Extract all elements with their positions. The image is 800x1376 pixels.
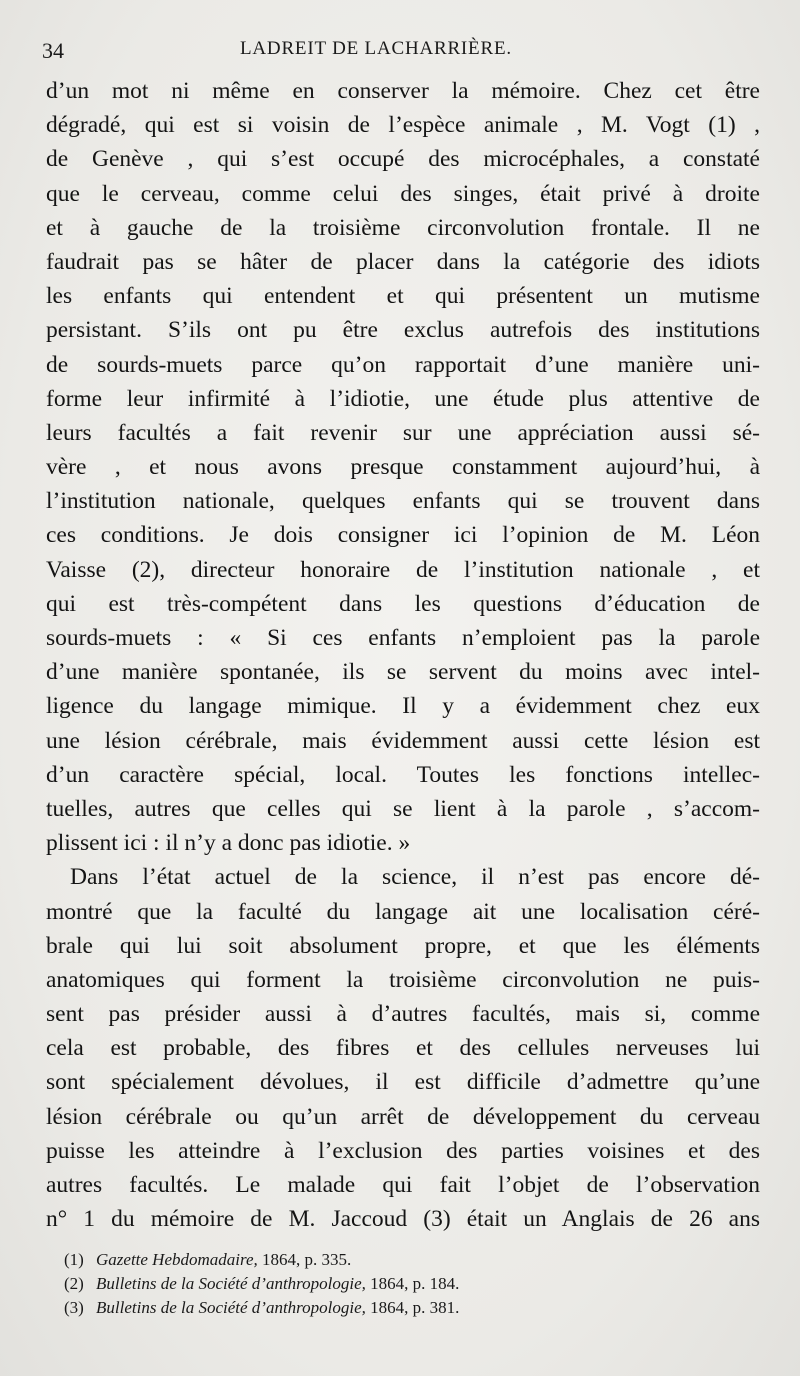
text-line: et à gauche de la troisième circonvolution frontale. Il ne [46,214,760,241]
text-line: leurs facultés a fait revenir sur une appréciation aussi sé- [46,419,760,446]
text-line: les enfants qui entendent et qui présentent un mutisme [46,283,760,310]
footnote [64,1296,744,1320]
footnote-citation: 1864, p. 184. [365,1274,460,1293]
text-line: que le cerveau, comme celui des singes, était privé à droite [46,180,760,207]
text-line: l’institution nationale, quelques enfants qui se trouvent dans [46,488,760,515]
text-line: n° 1 du mémoire de M. Jaccoud (3) était un Anglais de 26 ans [46,1206,760,1233]
footnote-mark: (3) [64,1298,84,1317]
text-line: de sourds-muets parce qu’on rapportait d’une manière uni- [46,351,760,378]
text-line: forme leur infirmité à l’idiotie, une étude plus attentive de [46,385,760,412]
footnote-source: Bulletins de la Société d’anthropologie, [96,1274,366,1293]
text-line: faudrait pas se hâter de placer dans la catégorie des idiots [46,248,760,275]
text-line: autres facultés. Le malade qui fait l’objet de l’observation [46,1172,760,1198]
text-line: ligence du langage mimique. Il y a évidemment chez eux [46,693,760,720]
text-line: dégradé, qui est si voisin de l’espèce animale , M. Vogt (1) , [46,112,760,139]
footnote-source: Gazette Hebdomadaire, [96,1250,258,1269]
footnote-mark: (1) [64,1250,84,1269]
text-line: sont spécialement dévolues, il est difficile d’admettre qu’une [46,1069,760,1096]
text-line: une lésion cérébrale, mais évidemment aussi cette lésion est [46,727,760,754]
text-line: persistant. S’ils ont pu être exclus autrefois des institutions [46,317,760,344]
text-line: d’un caractère spécial, local. Toutes les fonctions intellec- [46,761,760,788]
text-line: plissent ici : il n’y a donc pas idiotie. » [46,830,411,857]
footnote-citation: 1864, p. 381. [365,1298,460,1317]
text-line: ces conditions. Je dois consigner ici l’opinion de M. Léon [46,522,760,549]
page-number: 34 [42,38,64,63]
text-line: brale qui lui soit absolument propre, et que les éléments [46,932,760,959]
text-line: d’une manière spontanée, ils se servent du moins avec intel- [46,659,760,686]
text-line: Vaisse (2), directeur honoraire de l’institution nationale , et [46,556,760,583]
text-line: sourds-muets : « Si ces enfants n’emploient pas la parole [46,625,760,651]
footnote-citation: 1864, p. 335. [257,1250,352,1269]
text-line: puisse les atteindre à l’exclusion des parties voisines et des [46,1137,760,1164]
running-header [40,34,760,64]
text-line: lésion cérébrale ou qu’un arrêt de développement du cerveau [46,1103,760,1130]
text-line: anatomiques qui forment la troisième circonvolution ne puis- [46,966,760,993]
text-line: vère , et nous avons presque constamment aujourd’hui, à [46,454,760,481]
text-line: montré que la faculté du langage ait une localisation céré- [46,898,760,925]
text-line: tuelles, autres que celles qui se lient à la parole , s’accom- [46,795,760,822]
footnote [64,1248,744,1272]
text-line: sent pas présider aussi à d’autres facultés, mais si, comme [46,1001,760,1028]
text-line: qui est très-compétent dans les questions d’éducation de [46,590,760,617]
footnote-mark: (2) [64,1274,84,1293]
paragraph-start-line: Dans l’état actuel de la science, il n’est pas encore dé- [70,864,760,891]
body-text [46,74,760,1236]
footnote-source: Bulletins de la Société d’anthropologie, [96,1298,366,1317]
running-title: LADREIT DE LACHARRIÈRE. [240,38,512,59]
footnote [64,1272,744,1296]
text-line: cela est probable, des fibres et des cellules nerveuses lui [46,1035,760,1062]
footnotes [64,1248,744,1320]
text-line: de Genève , qui s’est occupé des microcéphales, a constaté [46,146,760,173]
text-line: d’un mot ni même en conserver la mémoire. Chez cet être [46,78,760,104]
